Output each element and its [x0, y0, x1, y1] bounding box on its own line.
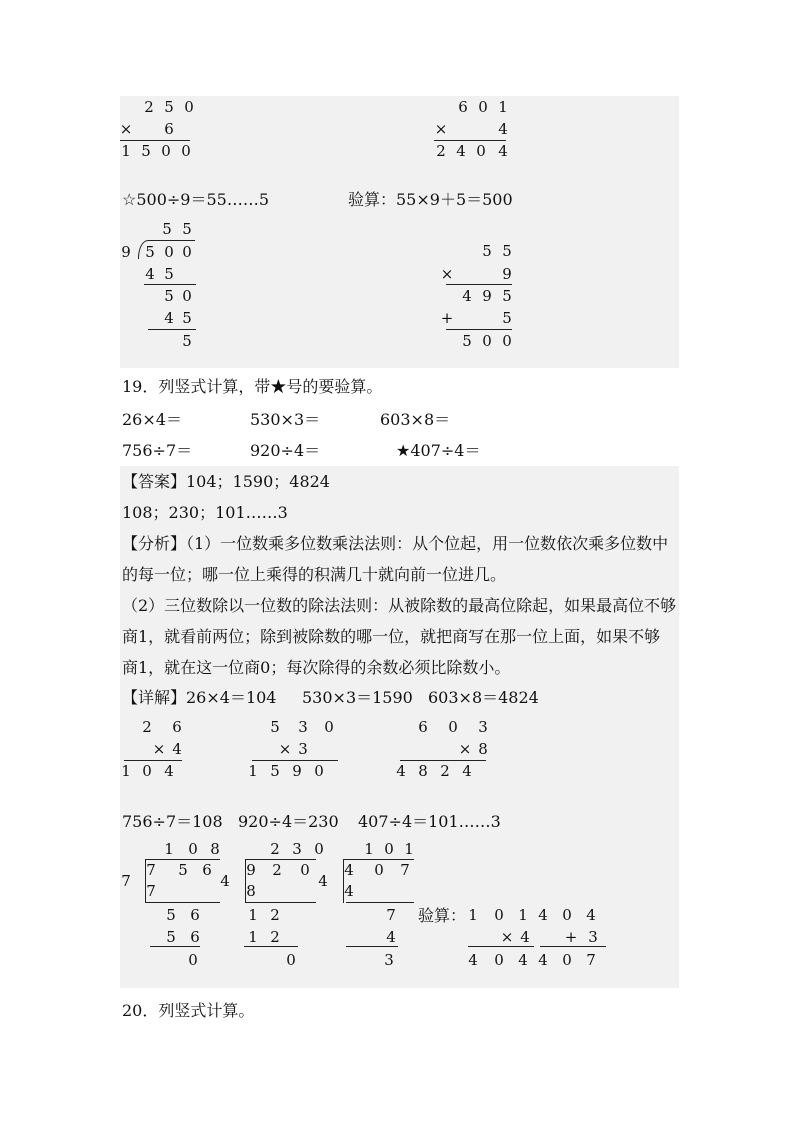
dividend-digit: 0	[182, 243, 192, 261]
plus-sign: +	[440, 309, 454, 327]
digit: 2	[436, 142, 446, 160]
digit: 4	[538, 951, 548, 969]
answer-line: 108；230；101……3	[122, 503, 288, 522]
digit: 8	[478, 740, 488, 758]
quotient-digit: 0	[384, 840, 394, 858]
digit: 0	[502, 332, 512, 350]
digit: 6	[418, 718, 428, 736]
digit: 4	[520, 928, 530, 946]
problem-500-div-9: ☆500÷9＝55……5	[122, 190, 270, 209]
digit: 2	[144, 98, 154, 116]
analysis-line: 商1，就看前两位；除到被除数的哪一位，就把商写在那一位上面，如果不够	[122, 627, 661, 646]
quotient-line	[246, 859, 316, 860]
digit: 4	[145, 265, 155, 283]
quotient-digit: 5	[162, 220, 172, 238]
analysis-line: 【分析】（1）一位数乘多位数乘法法则：从个位起，用一位数依次乘多位数中	[122, 534, 669, 553]
digit: 4	[344, 882, 354, 900]
digit: 4	[498, 142, 508, 160]
rule-line	[540, 946, 606, 947]
digit: 7	[386, 906, 396, 924]
rule-line	[446, 329, 512, 330]
digit: 7	[586, 951, 596, 969]
quotient-digit: 2	[270, 840, 280, 858]
detail-equation: 26×4＝104	[186, 688, 277, 707]
quotient-digit: 1	[404, 840, 414, 858]
digit: 5	[166, 928, 176, 946]
digit: 4	[462, 287, 472, 305]
digit: 2	[270, 928, 280, 946]
digit: 0	[314, 762, 324, 780]
digit: 3	[298, 718, 308, 736]
digit: 0	[181, 142, 191, 160]
digit: 3	[298, 740, 308, 758]
problem: 756÷7＝	[122, 441, 193, 460]
digit: 2	[440, 762, 450, 780]
problem: 920÷4＝	[250, 441, 321, 460]
divisor: 4	[318, 872, 328, 890]
digit: 4	[518, 951, 528, 969]
dividend-digit: 5	[145, 243, 155, 261]
rule-line	[434, 140, 506, 141]
digit: 5	[502, 309, 512, 327]
question-19-title: 19．列竖式计算，带★号的要验算。	[122, 377, 383, 396]
digit: 0	[494, 951, 504, 969]
digit: 0	[562, 951, 572, 969]
digit: 5	[270, 762, 280, 780]
dividend-digit: 6	[202, 861, 212, 879]
dividend-digit: 0	[164, 243, 174, 261]
digit: 5	[482, 242, 492, 260]
plus-sign: +	[564, 928, 578, 946]
division-equation: 407÷4＝101……3	[358, 812, 501, 831]
digit: 1	[468, 906, 478, 924]
rule-line	[120, 140, 190, 141]
digit: 4	[468, 951, 478, 969]
quotient-digit: 0	[188, 840, 198, 858]
times-sign: ×	[500, 928, 514, 946]
digit: 5	[164, 287, 174, 305]
digit: 5	[502, 287, 512, 305]
divisor: 7	[121, 872, 131, 890]
digit: 0	[478, 98, 488, 116]
digit: 0	[184, 98, 194, 116]
digit: 8	[246, 882, 256, 900]
times-sign: ×	[119, 120, 133, 138]
digit: 4	[456, 142, 466, 160]
rule-line	[400, 760, 486, 761]
digit: 3	[588, 928, 598, 946]
divisor: 9	[121, 243, 131, 261]
quotient-line	[146, 859, 220, 860]
digit: 2	[270, 906, 280, 924]
digit: 1	[248, 906, 258, 924]
quotient-digit: 3	[292, 840, 302, 858]
detail-equation: 530×3＝1590	[302, 688, 413, 707]
digit: 6	[164, 120, 174, 138]
digit: 7	[146, 882, 156, 900]
divisor: 4	[220, 872, 230, 890]
rule-line	[124, 760, 182, 761]
rule-line	[144, 284, 196, 285]
remainder: 3	[384, 951, 394, 969]
rule-line	[252, 760, 338, 761]
remainder: 0	[286, 951, 296, 969]
digit: 5	[164, 98, 174, 116]
times-sign: ×	[440, 265, 454, 283]
times-sign: ×	[278, 740, 292, 758]
digit: 5	[502, 242, 512, 260]
dividend-digit: 2	[272, 861, 282, 879]
analysis-line: （2）三位数除以一位数的除法法则：从被除数的最高位除起，如果最高位不够	[122, 596, 677, 615]
digit: 0	[562, 906, 572, 924]
problem: ★407÷4＝	[396, 441, 481, 460]
digit: 4	[386, 928, 396, 946]
digit: 2	[142, 718, 152, 736]
digit: 1	[248, 928, 258, 946]
digit: 9	[502, 265, 512, 283]
digit: 4	[164, 762, 174, 780]
previous-answer-box	[120, 96, 679, 368]
rule-line	[150, 946, 200, 947]
quotient-digit: 0	[314, 840, 324, 858]
digit: 8	[418, 762, 428, 780]
digit: 1	[498, 98, 508, 116]
rule-line	[346, 946, 398, 947]
problem: 26×4＝	[122, 410, 182, 429]
digit: 6	[172, 718, 182, 736]
quotient-digit: 5	[182, 220, 192, 238]
quotient-digit: 1	[164, 840, 174, 858]
analysis-line: 的每一位；哪一位上乘得的积满几十就向前一位进几。	[122, 565, 507, 584]
digit: 0	[494, 906, 504, 924]
times-sign: ×	[152, 740, 166, 758]
digit: 5	[141, 142, 151, 160]
problem: 530×3＝	[250, 410, 321, 429]
digit: 5	[270, 718, 280, 736]
question-20-title: 20．列竖式计算。	[122, 1001, 255, 1020]
digit: 4	[586, 906, 596, 924]
quotient-line	[344, 859, 414, 860]
dividend-digit: 5	[178, 861, 188, 879]
detail-equation: 603×8＝4824	[428, 688, 539, 707]
digit: 9	[482, 287, 492, 305]
dividend-digit: 7	[400, 861, 410, 879]
check-label: 验算：	[418, 906, 467, 925]
digit: 4	[396, 762, 406, 780]
division-equation: 920÷4＝230	[238, 812, 339, 831]
dividend-digit: 0	[374, 861, 384, 879]
dividend-digit: 9	[246, 861, 256, 879]
rule-line	[146, 902, 220, 903]
dividend-digit: 0	[300, 861, 310, 879]
times-sign: ×	[434, 120, 448, 138]
analysis-line: 商1，就在这一位商0；每次除得的余数必须比除数小。	[122, 658, 511, 677]
rule-line	[244, 946, 298, 947]
digit: 6	[190, 906, 200, 924]
digit: 4	[538, 906, 548, 924]
check-equation: 验算：55×9＋5＝500	[348, 190, 513, 209]
digit: 0	[482, 332, 492, 350]
answer-line: 【答案】104；1590；4824	[122, 472, 330, 491]
digit: 0	[182, 287, 192, 305]
digit: 1	[121, 762, 131, 780]
digit: 5	[462, 332, 472, 350]
digit: 5	[182, 309, 192, 327]
times-sign: ×	[458, 740, 472, 758]
rule-line	[446, 284, 512, 285]
remainder: 0	[188, 951, 198, 969]
quotient-digit: 1	[364, 840, 374, 858]
rule-line	[468, 946, 534, 947]
digit: 4	[172, 740, 182, 758]
quotient-digit: 8	[210, 840, 220, 858]
detail-label: 【详解】	[122, 688, 187, 707]
dividend-digit: 7	[146, 861, 156, 879]
digit: 4	[498, 120, 508, 138]
division-equation: 756÷7＝108	[122, 812, 223, 831]
digit: 9	[292, 762, 302, 780]
problem: 603×8＝	[380, 410, 451, 429]
digit: 6	[458, 98, 468, 116]
digit: 5	[164, 265, 174, 283]
digit: 6	[190, 928, 200, 946]
digit: 1	[518, 906, 528, 924]
digit: 4	[462, 762, 472, 780]
digit: 0	[161, 142, 171, 160]
digit: 3	[478, 718, 488, 736]
digit: 0	[476, 142, 486, 160]
digit: 0	[324, 718, 334, 736]
rule-line	[148, 329, 196, 330]
digit: 0	[448, 718, 458, 736]
remainder: 5	[182, 332, 192, 350]
rule-line	[346, 902, 414, 903]
digit: 4	[164, 309, 174, 327]
rule-line	[246, 902, 316, 903]
digit: 1	[121, 142, 131, 160]
digit: 0	[142, 762, 152, 780]
digit: 1	[248, 762, 258, 780]
digit: 5	[166, 906, 176, 924]
dividend-digit: 4	[344, 861, 354, 879]
